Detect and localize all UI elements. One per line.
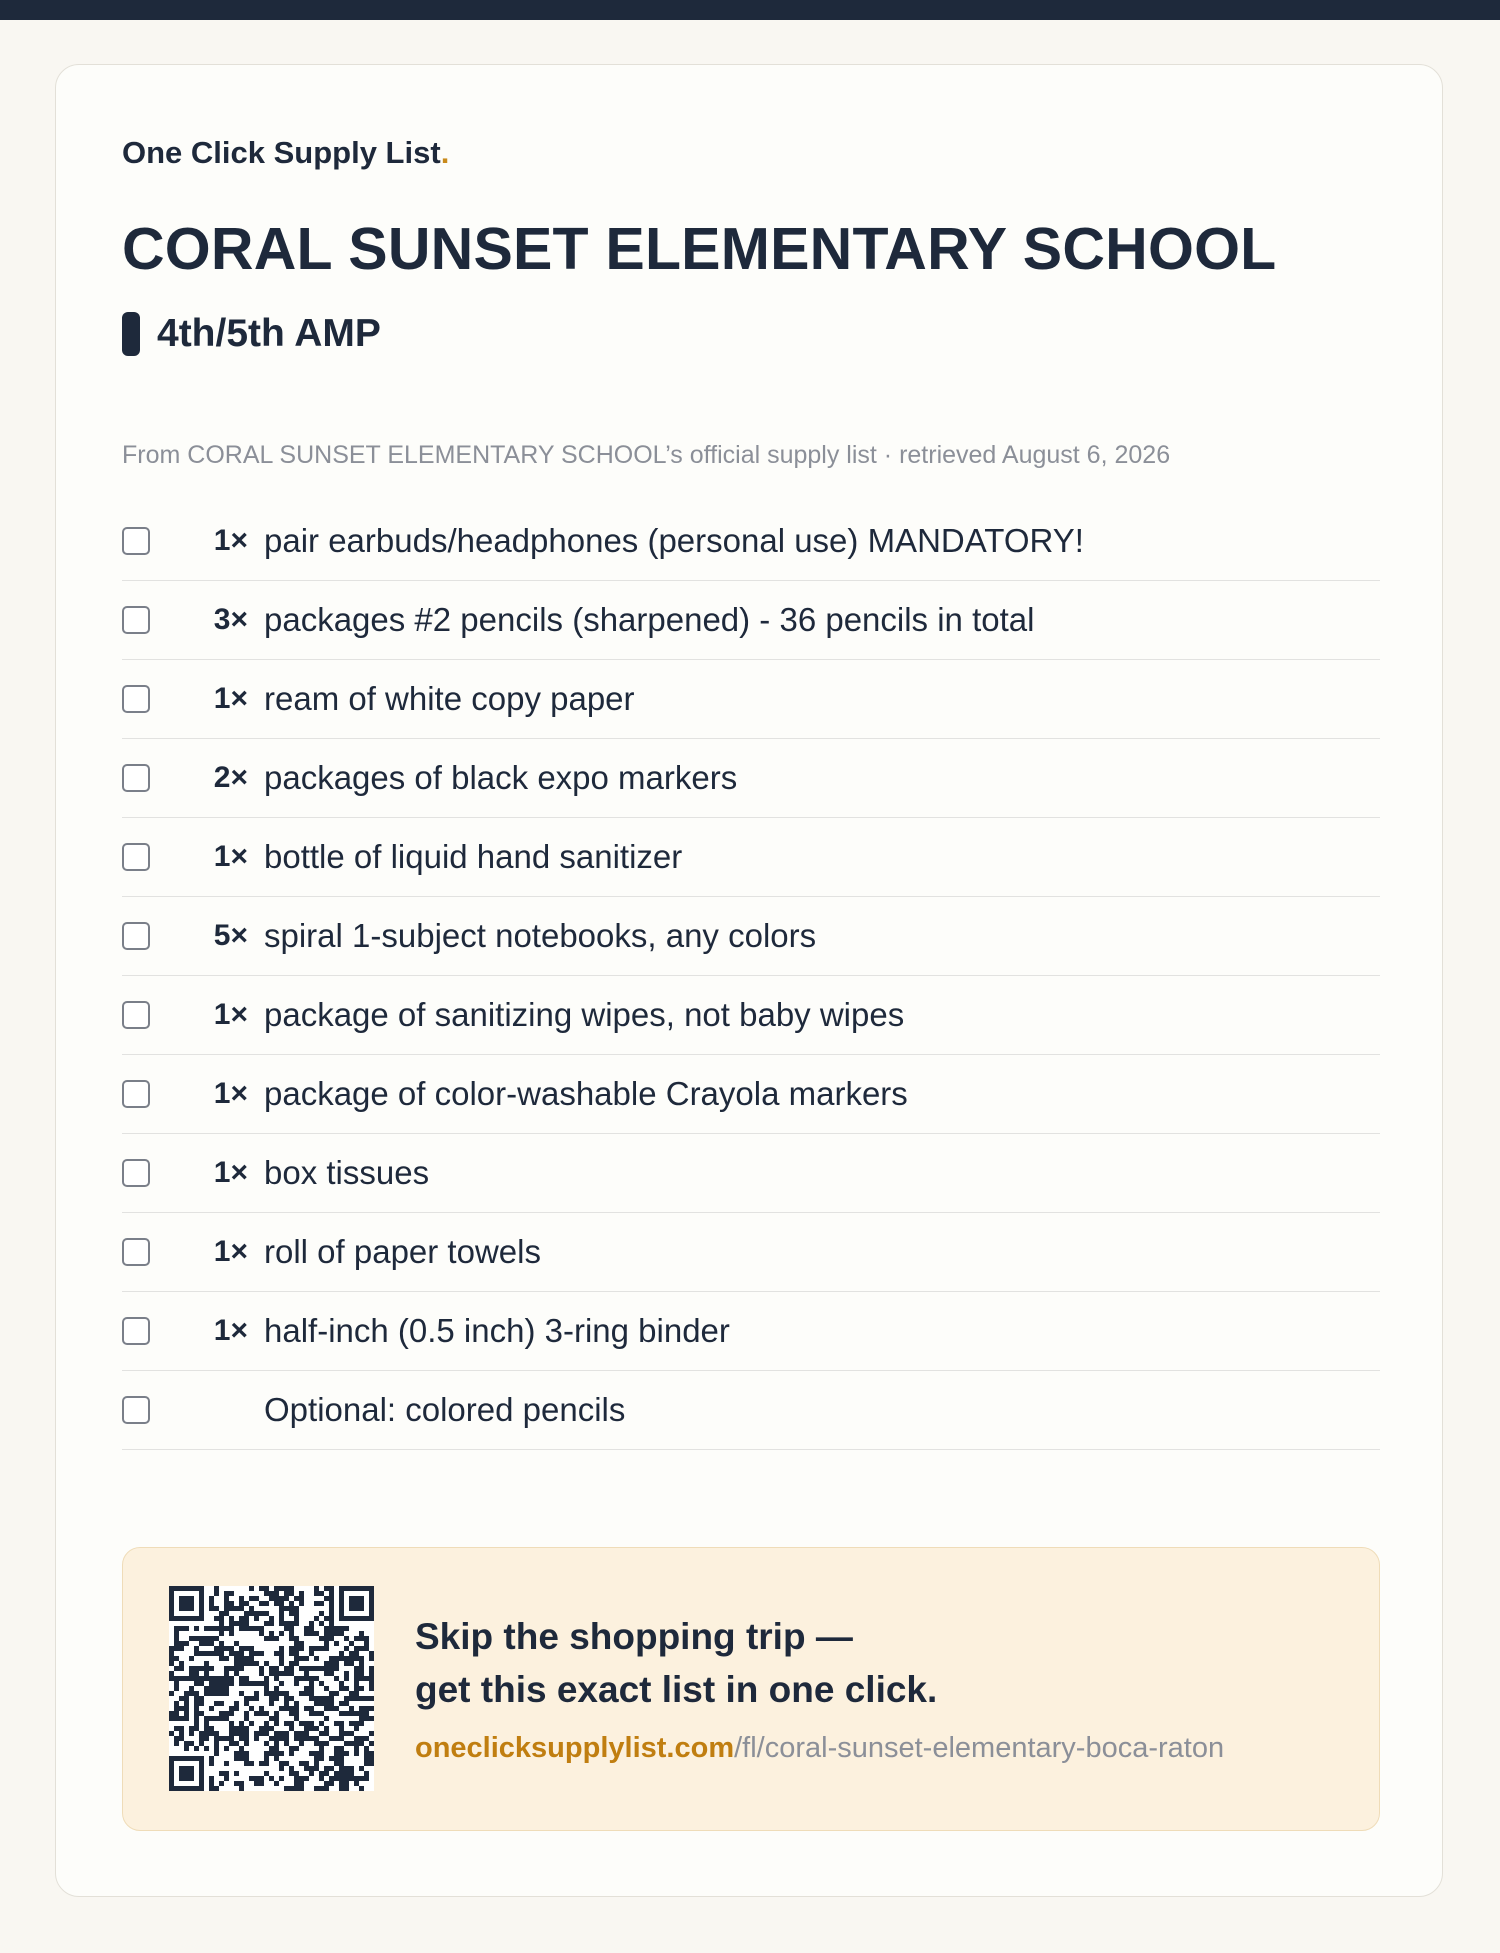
list-item [122,1371,1380,1450]
list-item [122,581,1380,660]
item-description: pair earbuds/headphones (personal use) MANDATORY! [264,522,1084,559]
brand-dot: . [440,135,450,170]
promo-banner [122,1547,1380,1831]
supply-items-list [122,502,1380,1450]
item-quantity: 2× [213,761,248,794]
source-attribution: From CORAL SUNSET ELEMENTARY SCHOOL’s official supply list · retrieved August 6, 2026 [122,441,1171,469]
list-item [122,660,1380,739]
promo-line-2: get this exact list in one click. [415,1669,938,1710]
list-item [122,818,1380,897]
item-checkbox[interactable] [122,606,150,634]
promo-link-domain[interactable]: oneclicksupplylist.com [415,1732,735,1764]
item-quantity: 1× [213,1235,248,1268]
list-item [122,1134,1380,1213]
supply-list-card [55,64,1443,1897]
item-quantity: 1× [213,1156,248,1189]
item-description: package of color-washable Crayola markers [264,1075,908,1112]
brand-logo[interactable] [122,135,449,171]
grade-label: 4th/5th AMP [157,312,381,355]
grade-marker-bar [122,312,140,356]
promo-headline [415,1610,937,1716]
item-checkbox[interactable] [122,922,150,950]
promo-link-path[interactable]: /fl/coral-sunset-elementary-boca-raton [734,1732,1225,1764]
item-description: packages of black expo markers [264,759,738,796]
item-description: ream of white copy paper [264,680,635,717]
list-item [122,1213,1380,1292]
item-checkbox[interactable] [122,1080,150,1108]
item-checkbox[interactable] [122,527,150,555]
item-checkbox[interactable] [122,1396,150,1424]
item-quantity: 1× [213,682,248,715]
item-quantity: 1× [213,840,248,873]
item-checkbox[interactable] [122,1317,150,1345]
item-description: spiral 1-subject notebooks, any colors [264,917,817,954]
item-description: Optional: colored pencils [264,1391,626,1428]
promo-link[interactable] [415,1732,1224,1765]
grade-heading [122,309,381,359]
item-quantity: 5× [213,919,248,952]
item-description: box tissues [264,1154,430,1191]
item-quantity: 1× [213,524,248,557]
list-item [122,502,1380,581]
promo-line-1: Skip the shopping trip — [415,1616,853,1657]
item-quantity: 1× [213,1077,248,1110]
item-quantity: 1× [213,998,248,1031]
item-checkbox[interactable] [122,843,150,871]
list-item [122,976,1380,1055]
top-accent-bar [0,0,1500,20]
item-description: roll of paper towels [264,1233,541,1270]
list-item [122,897,1380,976]
qr-code-icon[interactable] [169,1586,374,1791]
brand-name: One Click Supply List [122,135,441,170]
list-item [122,739,1380,818]
item-description: half-inch (0.5 inch) 3-ring binder [264,1312,730,1349]
list-item [122,1292,1380,1371]
school-title: CORAL SUNSET ELEMENTARY SCHOOL [122,216,1277,282]
item-quantity: 3× [213,603,248,636]
item-description: bottle of liquid hand sanitizer [264,838,683,875]
item-checkbox[interactable] [122,1159,150,1187]
list-item [122,1055,1380,1134]
item-description: packages #2 pencils (sharpened) - 36 pencils in total [264,601,1035,638]
item-checkbox[interactable] [122,685,150,713]
item-description: package of sanitizing wipes, not baby wipes [264,996,905,1033]
item-checkbox[interactable] [122,1001,150,1029]
item-quantity: 1× [213,1314,248,1347]
item-checkbox[interactable] [122,1238,150,1266]
item-checkbox[interactable] [122,764,150,792]
